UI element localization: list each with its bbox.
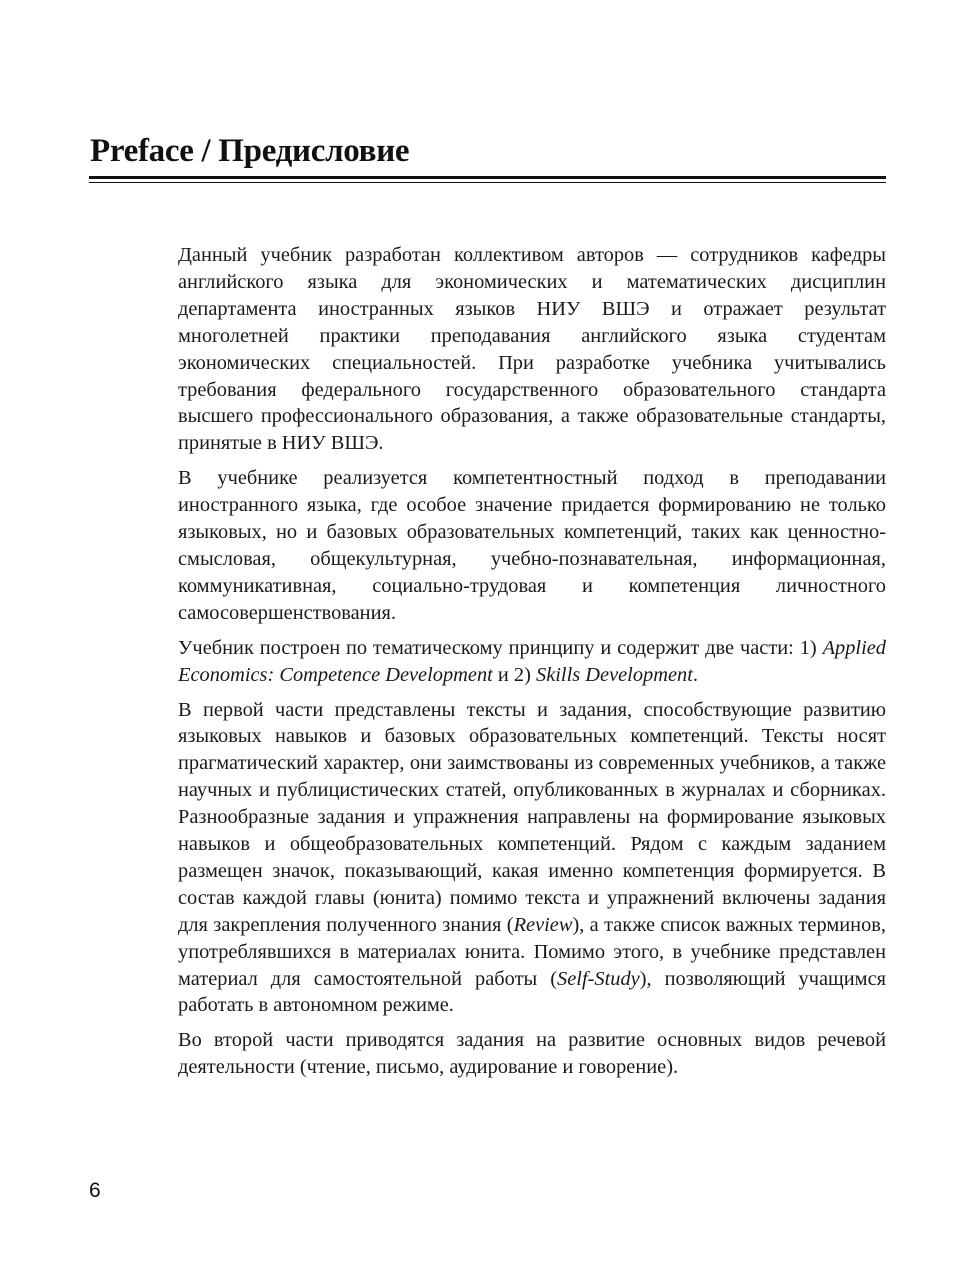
paragraph-1 (178, 242, 886, 457)
paragraph-text: ), позволяющий учащимся работать в автономном режиме. (178, 967, 886, 1017)
italic-term-self-study: Self-Study (557, 967, 640, 990)
paragraph-text: Во второй части приводятся задания на развитие основных видов речевой деятельности (чтение, письмо, аудирование и говорение). (178, 1029, 886, 1079)
body-text (178, 242, 886, 1089)
paragraph-5 (178, 1027, 886, 1081)
paragraph-2 (178, 465, 886, 626)
italic-term-review: Review (513, 913, 573, 936)
italic-part-title-2: Skills Development (536, 663, 693, 686)
paragraph-text: . (692, 663, 698, 686)
paragraph-4 (178, 697, 886, 1020)
paragraph-3 (178, 635, 886, 689)
paragraph-text: В учебнике реализуется компетентностный подход в преподавании иностранного языка, где особое значение придается формированию не только языковых, но и базовых образовательных компетенций, таких как ценностно-смысловая, общекультурная, учебно-познавательная, информационная, коммуникативная, социально-трудовая и компетенция личностного самосовершенствования. (178, 467, 886, 624)
paragraph-text: и 2) (492, 663, 537, 686)
paragraph-text: ), а также список важных терминов, употреблявшихся в материалах юнита. Помимо этого, в учебнике представлен материал для самостоятельной работы ( (178, 913, 886, 990)
title-rule-thick (89, 176, 886, 179)
paragraph-text: Учебник построен по тематическому принципу и содержит две части: 1) (178, 636, 823, 659)
paragraph-text: Данный учебник разработан коллективом авторов — сотрудников кафедры английского языка для экономических и математических дисциплин департамента иностранных языков НИУ ВШЭ и отражает результат многолетней практики преподавания английского языка студентам экономических специальностей. При разработке учебника учитывались требования федерального государственного образовательного стандарта высшего профессионального образования, а также образовательные стандарты, принятые в НИУ ВШЭ. (178, 244, 886, 455)
paragraph-text: В первой части представлены тексты и задания, способствующие развитию языковых навыков и базовых образовательных компетенций. Тексты носят прагматический характер, они заимствованы из современных учебников, а также научных и публицистических статей, опубликованных в журналах и сборниках. Разнообразные задания и упражнения направлены на формирование языковых навыков и общеобразовательных компетенций. Рядом с каждым заданием размещен значок, показывающий, какая именно компетенция формируется. В состав каждой главы (юнита) помимо текста и упражнений включены задания для закрепления полученного знания ( (178, 698, 886, 936)
page-title: Preface / Предисловие (90, 133, 410, 169)
title-rule-thin (89, 182, 886, 183)
page-number: 6 (89, 1179, 101, 1202)
italic-part-title-1: Applied Economics: Competence Development (178, 636, 886, 686)
